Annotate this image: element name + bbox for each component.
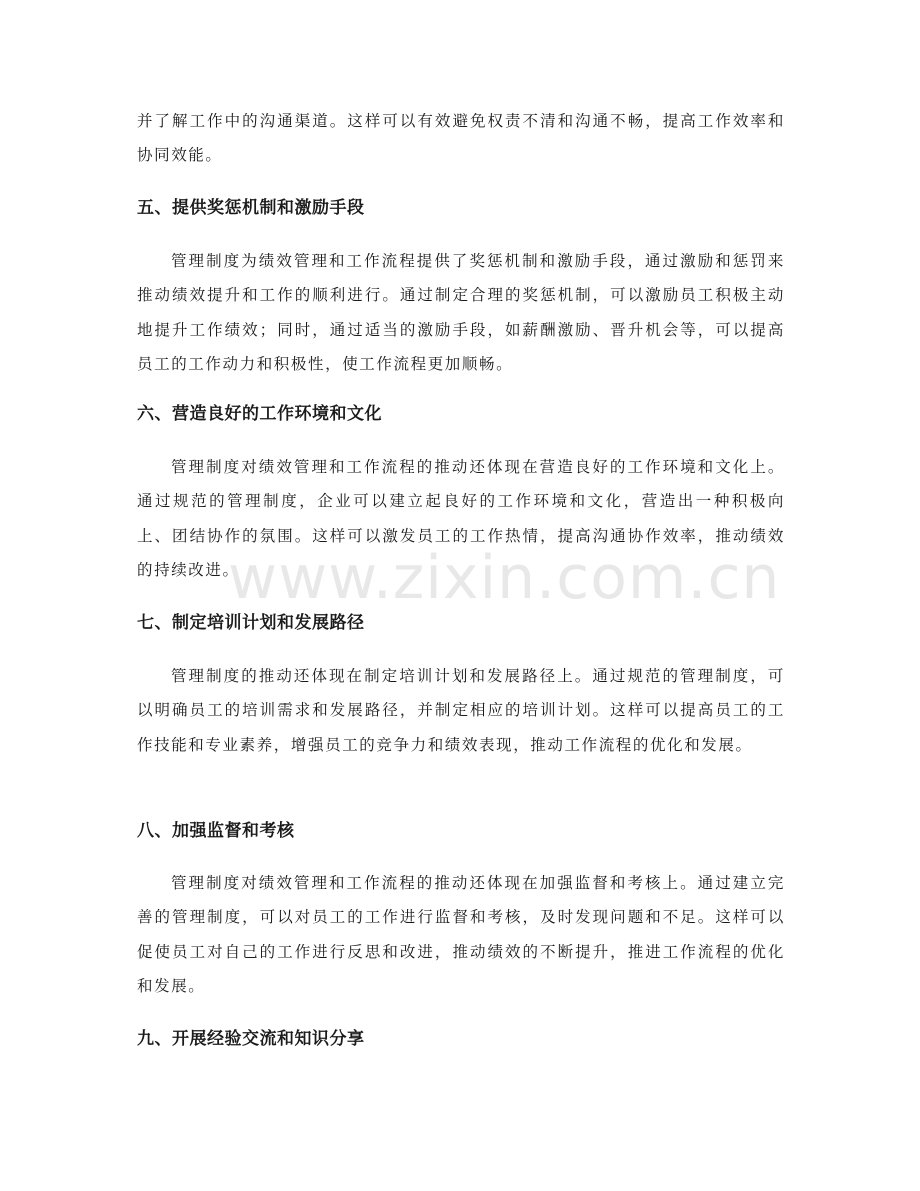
section-paragraph-6: 管理制度对绩效管理和工作流程的推动还体现在营造良好的工作环境和文化上。通过规范的管理制度，企业可以建立起良好的工作环境和文化，营造出一种积极向上、团结协作的氛围。这样可以激发员工的工作热情，提高沟通协作效率，推动绩效的持续改进。 bbox=[137, 458, 785, 579]
paragraph-continuation: 并了解工作中的沟通渠道。这样可以有效避免权责不清和沟通不畅，提高工作效率和协同效能。 bbox=[137, 112, 785, 165]
section-heading-9: 九、开展经验交流和知识分享 bbox=[137, 1029, 365, 1049]
section-heading-7: 七、制定培训计划和发展路径 bbox=[137, 613, 365, 633]
section-paragraph-8: 管理制度对绩效管理和工作流程的推动还体现在加强监督和考核上。通过建立完善的管理制度，可以对员工的工作进行监督和考核，及时发现问题和不足。这样可以促使员工对自己的工作进行反思和改进，推动绩效的不断提升，推进工作流程的优化和发展。 bbox=[137, 874, 785, 995]
section-heading-5: 五、提供奖惩机制和激励手段 bbox=[137, 198, 365, 218]
section-paragraph-7: 管理制度的推动还体现在制定培训计划和发展路径上。通过规范的管理制度，可以明确员工的培训需求和发展路径，并制定相应的培训计划。这样可以提高员工的工作技能和专业素养，增强员工的竞争力和绩效表现，推动工作流程的优化和发展。 bbox=[137, 667, 785, 754]
section-heading-8: 八、加强监督和考核 bbox=[137, 821, 295, 841]
section-paragraph-5: 管理制度为绩效管理和工作流程提供了奖惩机制和激励手段，通过激励和惩罚来推动绩效提升和工作的顺利进行。通过制定合理的奖惩机制，可以激励员工积极主动地提升工作绩效；同时，通过适当的激励手段，如薪酬激励、晋升机会等，可以提高员工的工作动力和积极性，使工作流程更加顺畅。 bbox=[137, 252, 785, 373]
section-heading-6: 六、营造良好的工作环境和文化 bbox=[137, 404, 382, 424]
watermark: www.zixin.com.cn bbox=[228, 543, 781, 613]
